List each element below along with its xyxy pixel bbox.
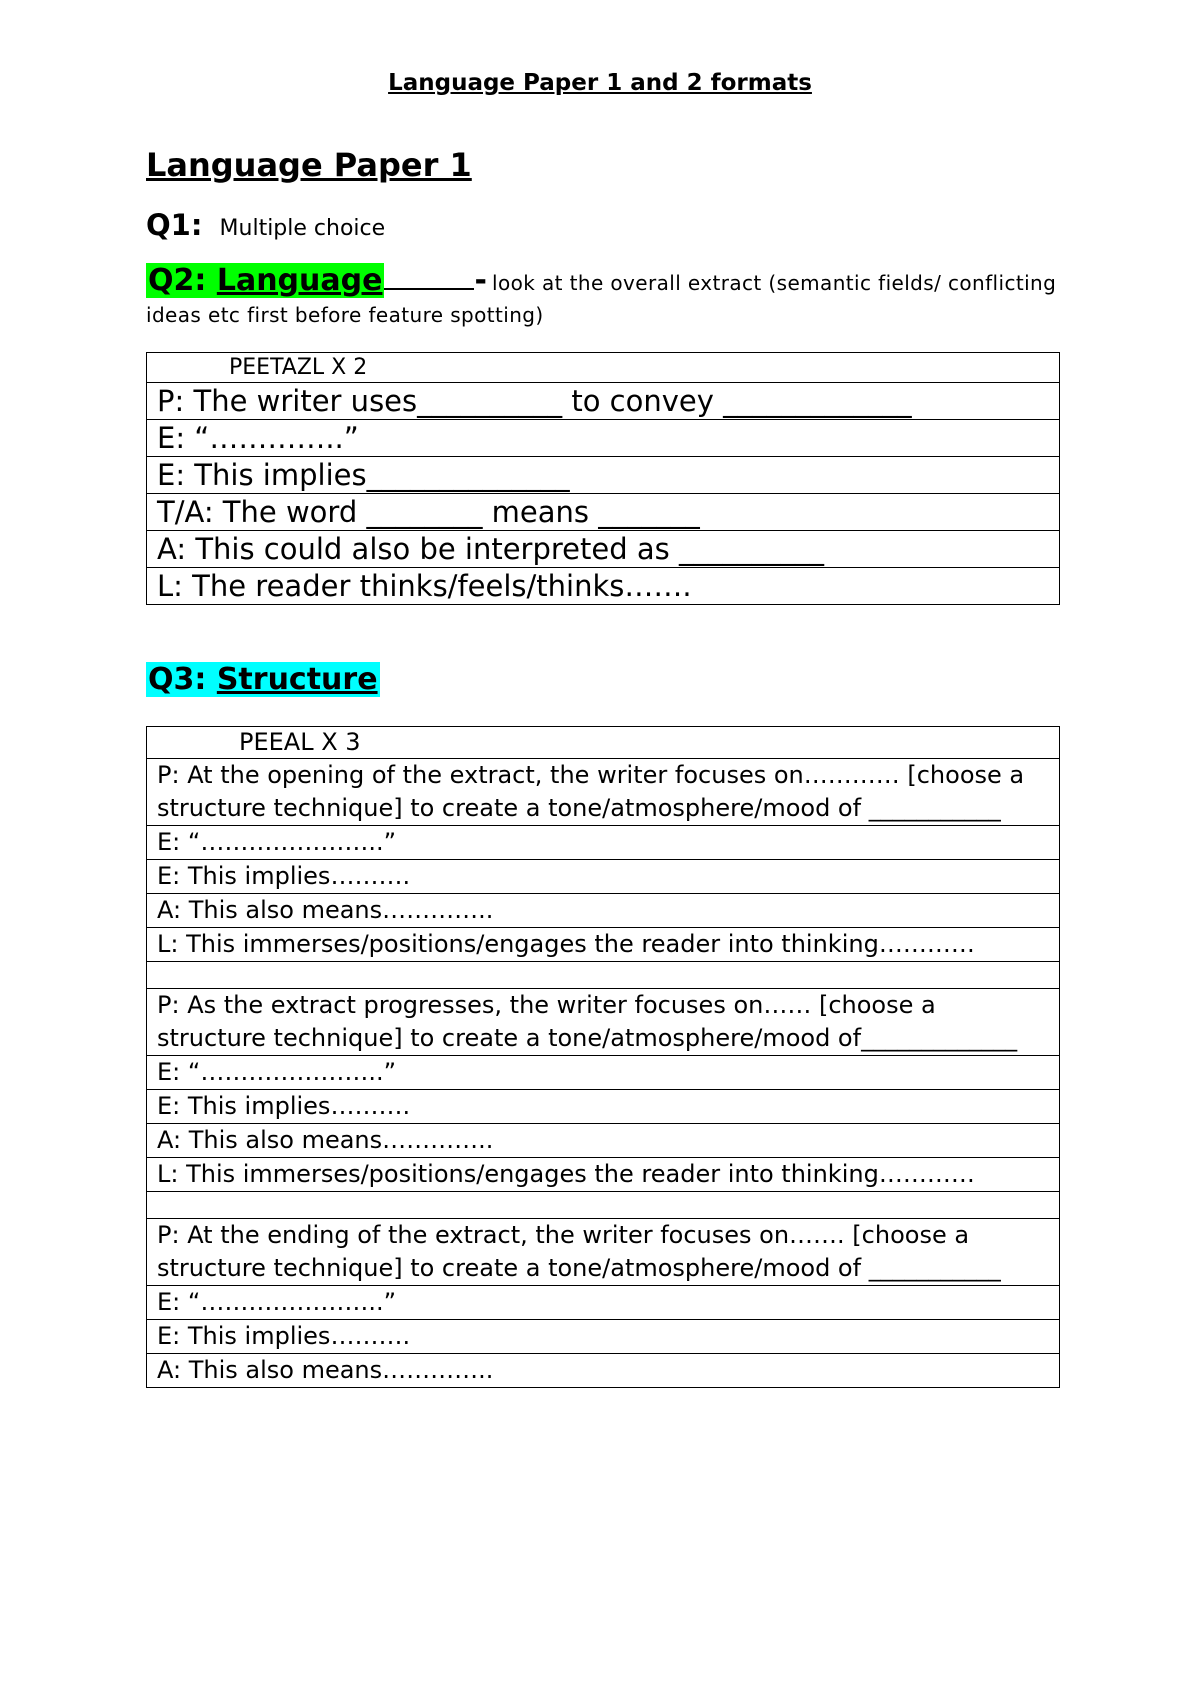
peeal-spacer-row [147,962,1060,989]
table-row [147,860,1060,894]
q1-number: Q1: [146,208,203,242]
peetazl-row-e1: E: “…………..” [147,420,1060,457]
peeal-header: PEEAL X 3 [147,727,1060,759]
table-row [147,928,1060,962]
table-row [147,1158,1060,1192]
peetazl-header: PEETAZL X 2 [147,353,1060,383]
peeal-row-p2: P: As the extract progresses, the writer focuses on…… [choose a structure technique] to create a tone/atmosphere/mood of_____________ [147,989,1060,1056]
table-row [147,1286,1060,1320]
table-row [147,1192,1060,1219]
table-row [147,826,1060,860]
document-title: Language Paper 1 and 2 formats [388,70,812,96]
peeal-row-a2: A: This also means………….. [147,1124,1060,1158]
table-row [147,1090,1060,1124]
q2-blank-line [384,288,474,290]
peeal-row-l1: L: This immerses/positions/engages the reader into thinking………… [147,928,1060,962]
table-row [147,962,1060,989]
peeal-row-l2: L: This immerses/positions/engages the reader into thinking………… [147,1158,1060,1192]
table-row [147,457,1060,494]
q2-title: Language [216,263,383,298]
peeal-row-a3: A: This also means………….. [147,1354,1060,1388]
peetazl-row-ta: T/A: The word ________ means _______ [147,494,1060,531]
peetazl-row-e2: E: This implies______________ [147,457,1060,494]
peeal-row-p3: P: At the ending of the extract, the writer focuses on……. [choose a structure technique] to create a tone/atmosphere/mood of ___________ [147,1219,1060,1286]
table-row [147,1219,1060,1286]
table-row [147,531,1060,568]
table-row [147,1320,1060,1354]
q1-text: Multiple choice [219,216,386,241]
peeal-row-e2b: E: This implies………. [147,1090,1060,1124]
peetazl-row-l: L: The reader thinks/feels/thinks……. [147,568,1060,605]
q3-title: Structure [216,662,378,697]
table-row [147,989,1060,1056]
peeal-row-e3a: E: “…………………..” [147,1286,1060,1320]
table-row [147,383,1060,420]
peeal-row-e1b: E: This implies………. [147,860,1060,894]
q3-heading [146,662,380,697]
peeal-row-e1a: E: “…………………..” [147,826,1060,860]
q2-highlight [146,263,384,298]
table-row [147,420,1060,457]
peeal-spacer-row [147,1192,1060,1219]
section-heading: Language Paper 1 [146,146,472,184]
peetazl-row-a: A: This could also be interpreted as __________ [147,531,1060,568]
q2-note: look at the overall extract (semantic fields/ conflicting ideas etc first before feature spotting) [146,271,1057,327]
table-row [147,1056,1060,1090]
table-row [147,494,1060,531]
q2-dash: - [474,263,487,298]
peeal-row-a1: A: This also means………….. [147,894,1060,928]
peeal-row-e2a: E: “…………………..” [147,1056,1060,1090]
q3-number: Q3: [148,662,207,697]
table-row [147,759,1060,826]
table-row [147,353,1060,383]
table-row [147,894,1060,928]
peetazl-row-p: P: The writer uses__________ to convey _____________ [147,383,1060,420]
table-row [147,1354,1060,1388]
peeal-table [146,726,1060,1388]
peetazl-table [146,352,1060,605]
peeal-row-e3b: E: This implies………. [147,1320,1060,1354]
table-row [147,1124,1060,1158]
peeal-row-p1: P: At the opening of the extract, the writer focuses on………… [choose a structure technique] to create a tone/atmosphere/mood of ___________ [147,759,1060,826]
q1-line [146,208,385,242]
q2-number: Q2: [148,263,207,298]
table-row [147,568,1060,605]
q2-heading [146,263,1066,331]
table-row [147,727,1060,759]
